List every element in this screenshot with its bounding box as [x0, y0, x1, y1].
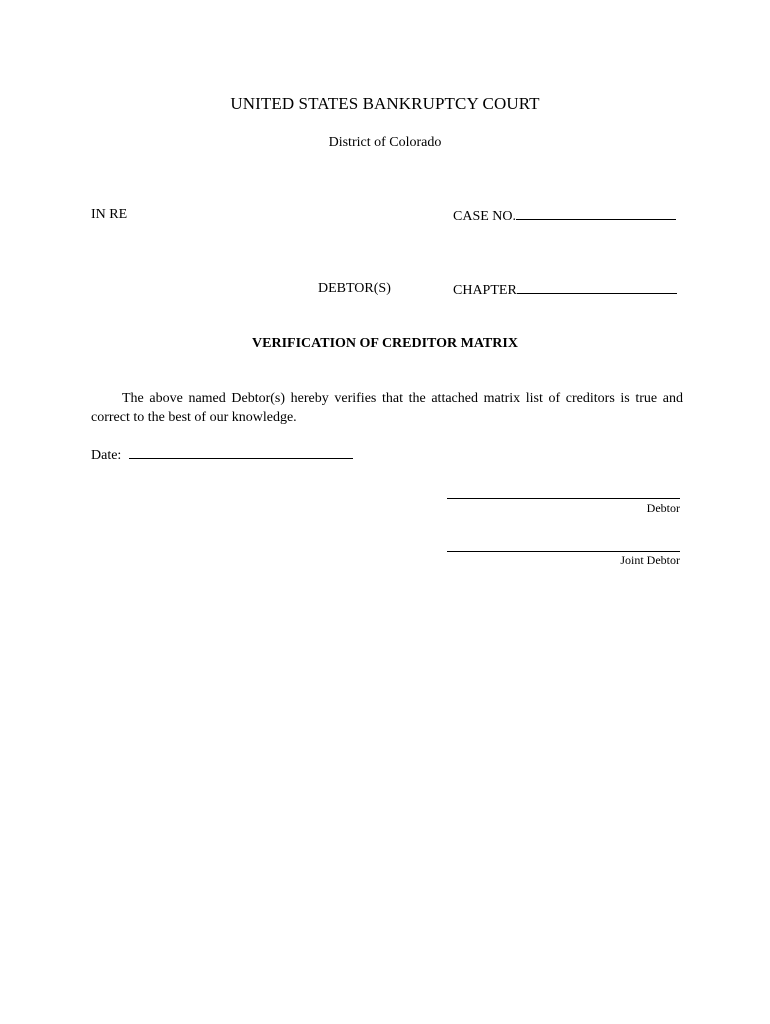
joint-debtor-signature-label: Joint Debtor — [620, 553, 680, 567]
debtor-signature-label: Debtor — [646, 501, 680, 515]
district-name: District of Colorado — [328, 135, 442, 150]
chapter-blank-line[interactable] — [517, 281, 677, 294]
form-title: VERIFICATION OF CREDITOR MATRIX — [252, 336, 518, 351]
court-title: UNITED STATES BANKRUPTCY COURT — [230, 94, 540, 113]
joint-debtor-signature-line[interactable] — [447, 551, 680, 552]
date-field — [91, 446, 353, 464]
verification-statement: The above named Debtor(s) hereby verifies that the attached matrix list of creditors is true and correct to the best of our knowledge. — [91, 391, 683, 425]
in-re-label: IN RE — [91, 207, 128, 222]
chapter-field — [453, 281, 677, 299]
case-number-blank-line[interactable] — [516, 207, 676, 220]
date-blank-line[interactable] — [129, 446, 353, 459]
case-number-label: CASE NO. — [453, 209, 517, 224]
debtors-label: DEBTOR(S) — [318, 281, 391, 296]
case-number-field — [453, 207, 676, 225]
date-label: Date: — [91, 448, 122, 463]
debtor-signature-line[interactable] — [447, 498, 680, 499]
chapter-label: CHAPTER — [453, 283, 517, 298]
